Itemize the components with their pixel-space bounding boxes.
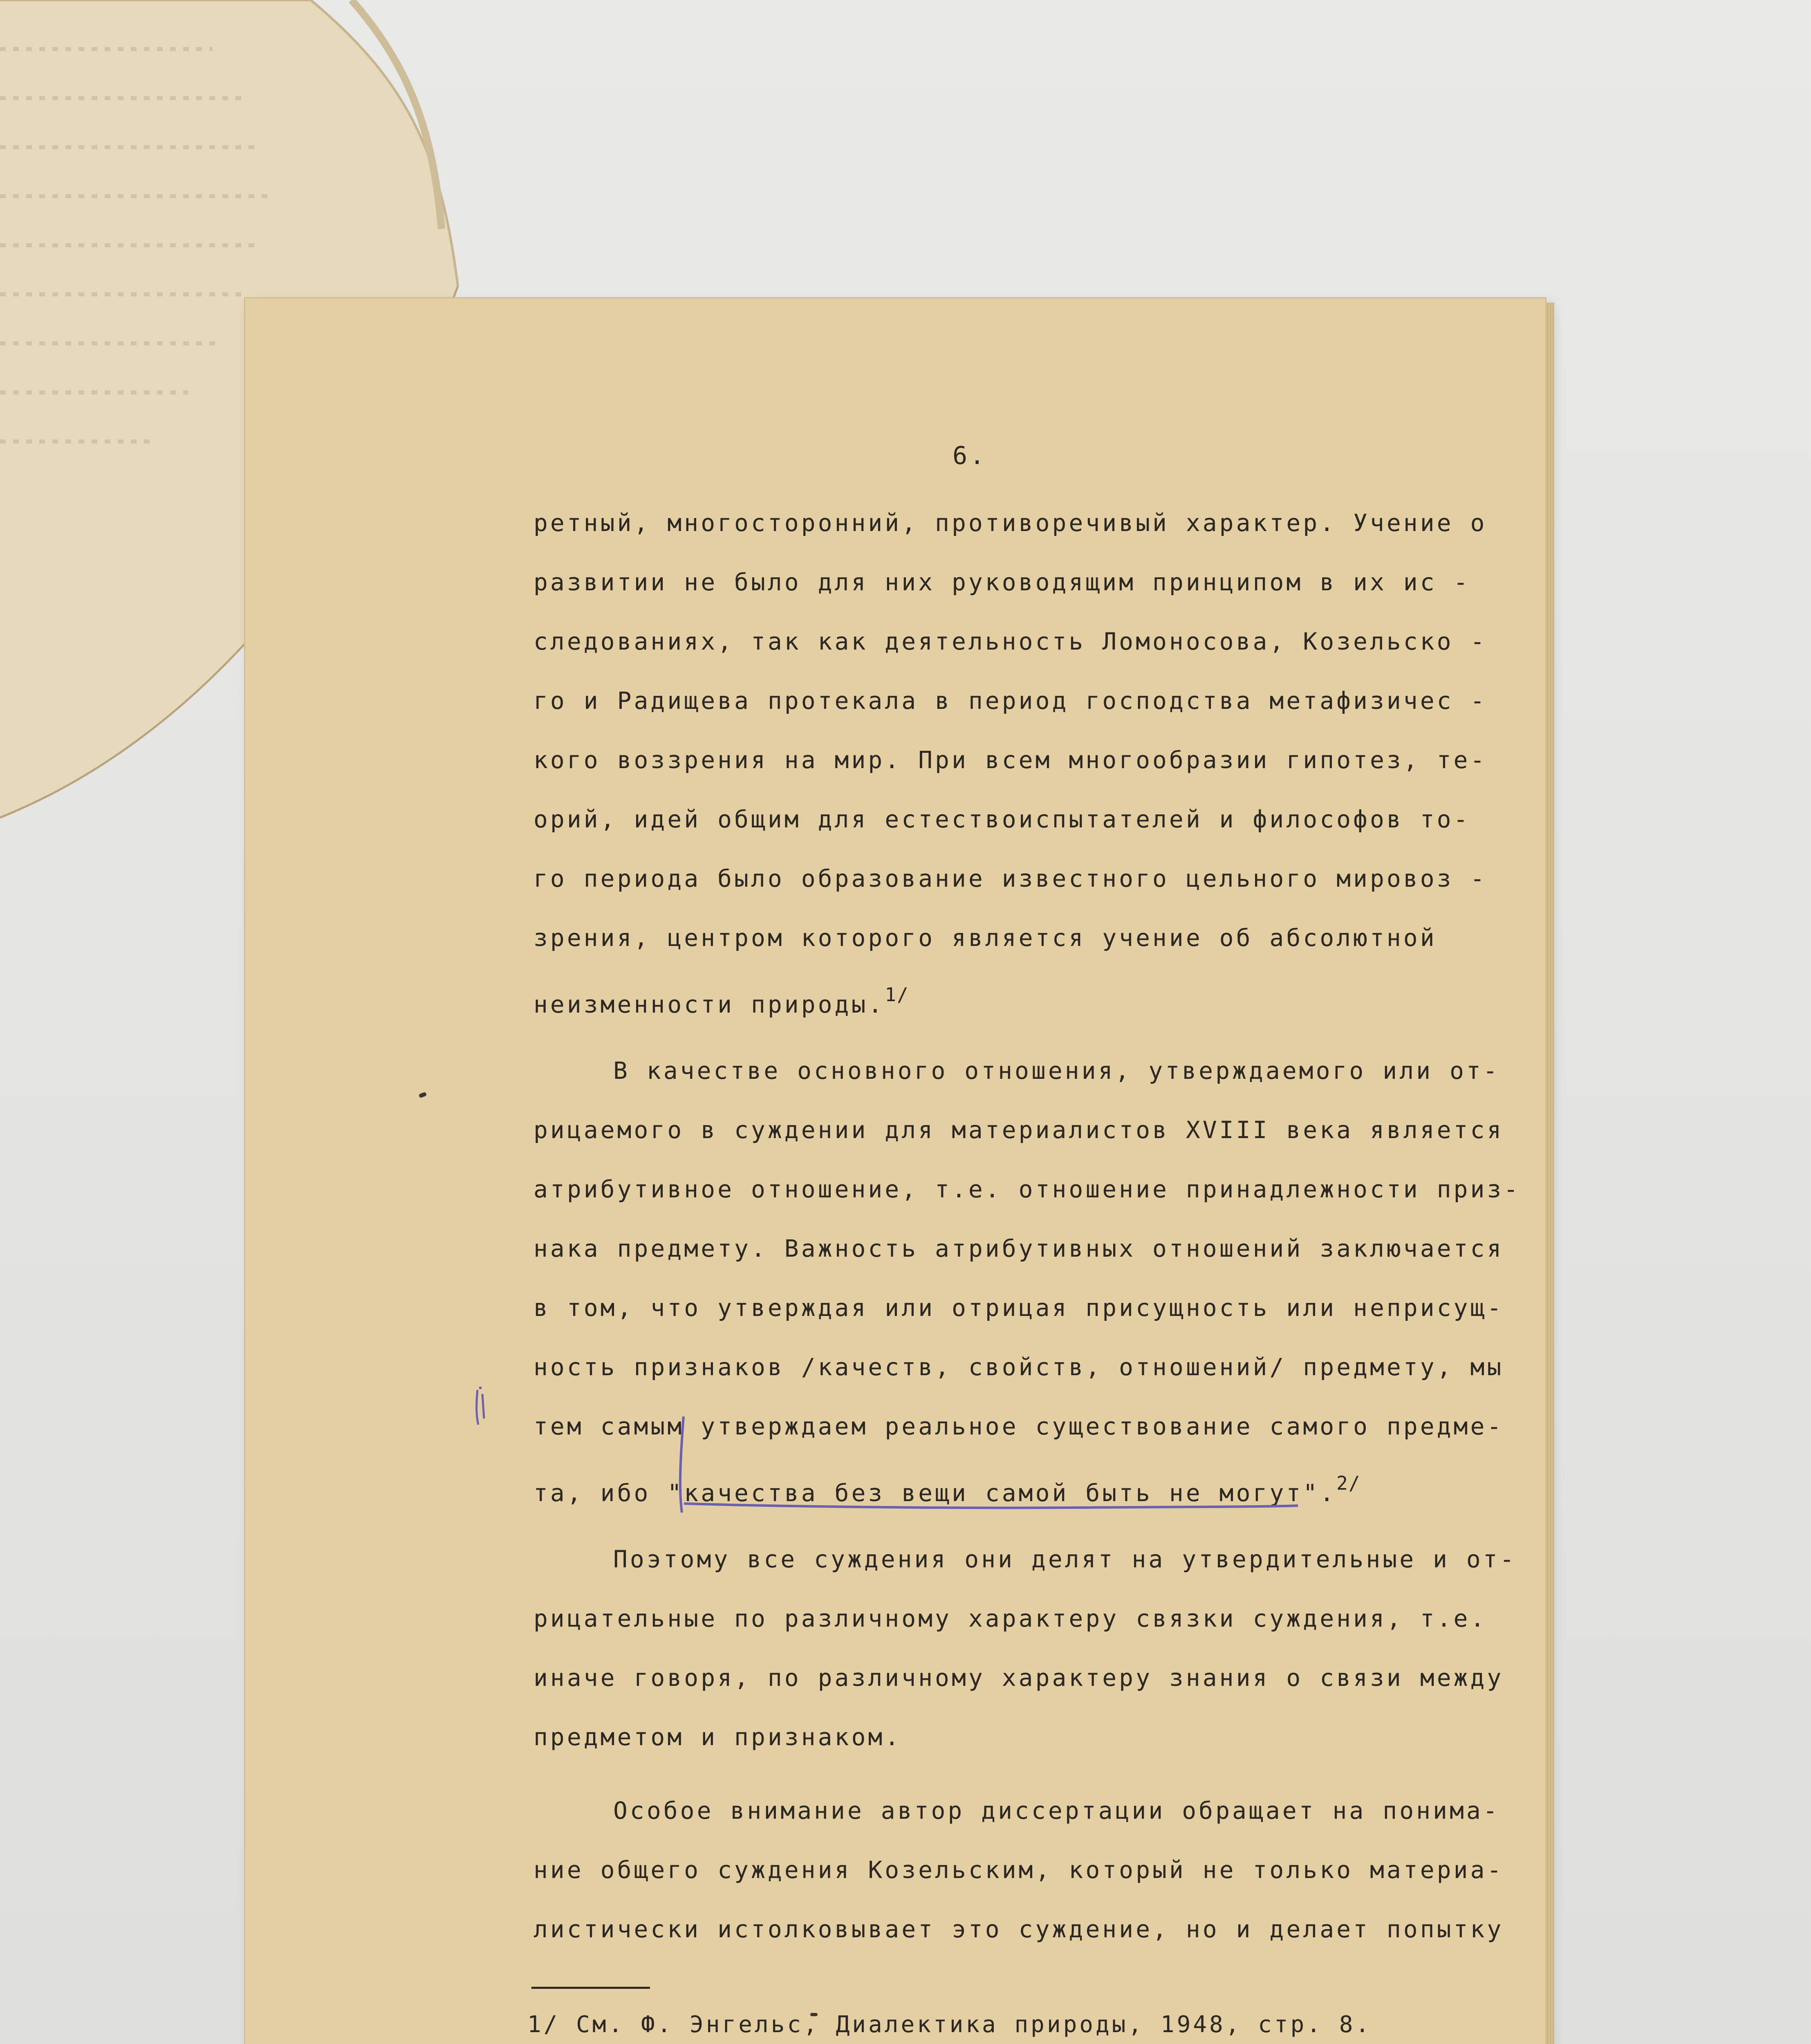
body-line: развитии не было для них руководящим принципом в их ис -: [533, 568, 1470, 596]
footnote-ref-1: 1/: [885, 984, 909, 1006]
body-line: следованиях, так как деятельность Ломоносова, Козельско -: [533, 628, 1487, 655]
footnote: 1/ См. Ф. Энгельс, Диалектика природы, 1948, стр. 8.: [527, 2011, 1372, 2038]
paragraph-line: тем самым утверждаем реальное существование самого предме-: [533, 1412, 1504, 1440]
paragraph-line: атрибутивное отношение, т.е. отношение принадлежности приз-: [533, 1175, 1521, 1203]
paragraph-line: иначе говоря, по различному характеру знания о связи между: [533, 1664, 1504, 1692]
page-number: 6.: [953, 442, 987, 470]
paragraph-line: рицаемого в суждении для материалистов XVIII века является: [533, 1116, 1504, 1144]
document-page: [245, 298, 1545, 2044]
paragraph-line: рицательные по различному характеру связки суждения, т.е.: [533, 1605, 1487, 1632]
body-line: кого воззрения на мир. При всем многообразии гипотез, те-: [533, 746, 1487, 774]
footnote-ref-2: 2/: [1336, 1472, 1361, 1494]
body-line: орий, идей общим для естествоиспытателей и философов то-: [533, 805, 1470, 833]
paragraph-line: в том, что утверждая или отрицая присущность или неприсущ-: [533, 1294, 1504, 1322]
paragraph-line-quote: [533, 1474, 1361, 1505]
body-line: го и Радищева протекала в период господства метафизичес -: [533, 687, 1487, 715]
page-stack-edge: [1545, 303, 1554, 2044]
paragraph-line: Особое внимание автор диссертации обращает на понима-: [613, 1797, 1500, 1824]
body-line: го периода было образование известного цельного мировоз -: [533, 865, 1487, 892]
paragraph-line: нака предмету. Важность атрибутивных отношений заключается: [533, 1235, 1504, 1262]
paragraph-line: Поэтому все суждения они делят на утвердительные и от-: [613, 1545, 1517, 1573]
paragraph-line: предметом и признаком.: [533, 1723, 902, 1751]
body-line-text: неизменности природы.: [533, 991, 885, 1018]
paragraph-line: ность признаков /качеств, свойств, отношений/ предмету, мы: [533, 1353, 1504, 1381]
footnote-separator: [531, 1987, 650, 1989]
quote-prefix: та, ибо: [533, 1479, 668, 1507]
body-line-last: [533, 985, 909, 1016]
underlined-quote: "качества без вещи самой быть не могут".: [667, 1479, 1337, 1507]
paragraph-line: листически истолковывает это суждение, но и делает попытку: [533, 1915, 1504, 1943]
body-line: зрения, центром которого является учение об абсолютной: [533, 924, 1437, 952]
paragraph-line: В качестве основного отношения, утверждаемого или от-: [613, 1057, 1500, 1085]
body-line: ретный, многосторонний, противоречивый характер. Учение о: [533, 509, 1487, 537]
paragraph-line: ние общего суждения Козельским, который не только материа-: [533, 1856, 1504, 1884]
